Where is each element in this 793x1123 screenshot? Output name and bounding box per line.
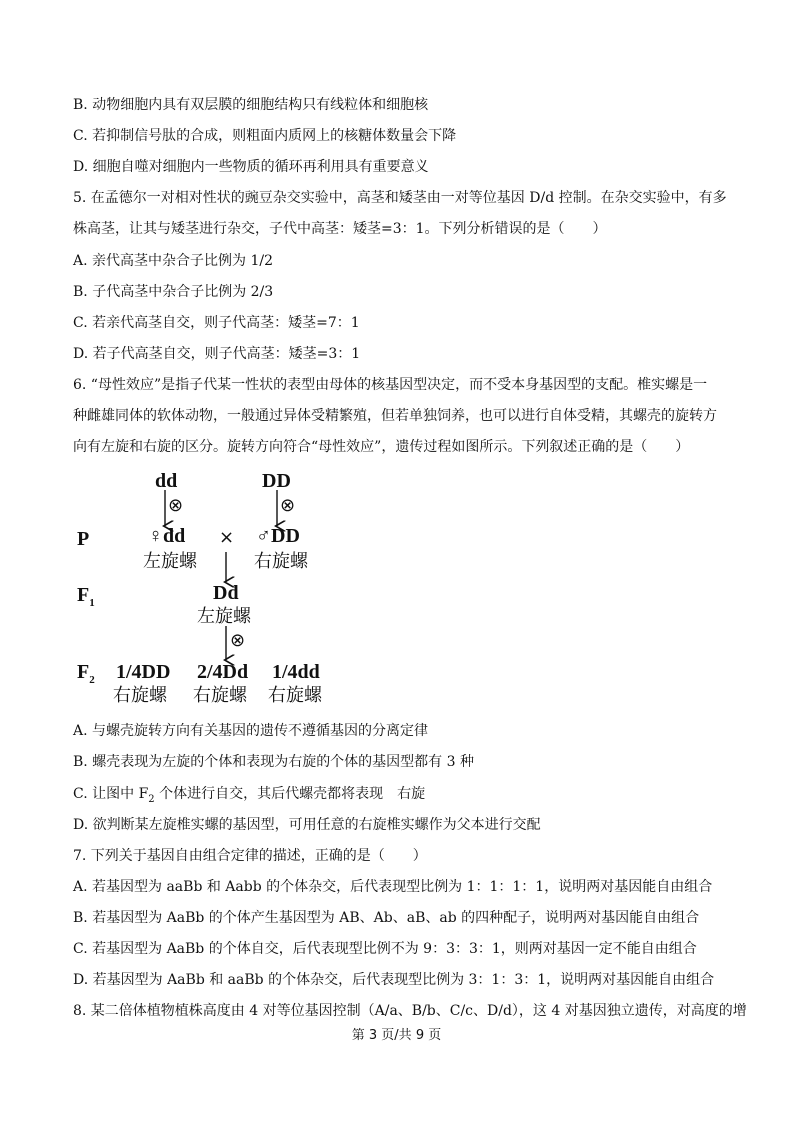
question-6-line-3: 向有左旋和右旋的区分。旋转方向符合“母性效应”，遗传过程如图所示。下列叙述正确的是（ ） (73, 439, 690, 455)
f1-phenotype: 左旋螺 (197, 606, 251, 627)
f2-genotype-dd-recessive: 1/4dd (272, 661, 320, 683)
q6-option-d: D. 欲判断某左旋椎实螺的基因型，可用任意的右旋椎实螺作为父本进行交配 (73, 817, 541, 833)
self-cross-symbol: ⊗ (230, 630, 246, 651)
question-8-line: 8. 某二倍体植物植株高度由 4 对等位基因控制（A/a、B/b、C/c、D/d），这 4 对基因独立遗传，对高度的增 (73, 1003, 747, 1019)
question-5-line-2: 株高茎，让其与矮茎进行杂交，子代中高茎：矮茎=3：1。下列分析错误的是（ ） (73, 221, 607, 237)
option-b-line: B. 动物细胞内具有双层膜的细胞结构只有线粒体和细胞核 (73, 97, 429, 113)
option-c-line: C. 若抑制信号肽的合成，则粗面内质网上的核糖体数量会下降 (73, 128, 457, 144)
self-cross-symbol: ⊗ (280, 495, 296, 516)
f2-phenotype: 右旋螺 (193, 685, 247, 706)
p-right-top-genotype: DD (262, 470, 291, 492)
inheritance-diagram (0, 460, 793, 710)
p-left-top-genotype: dd (155, 470, 178, 492)
q5-option-a: A. 亲代高茎中杂合子比例为 1/2 (73, 253, 273, 269)
generation-label-p: P (77, 528, 90, 550)
q7-option-b: B. 若基因型为 AaBb 的个体产生基因型为 AB、Ab、aB、ab 的四种配子，说明两对基因能自由组合 (73, 910, 700, 926)
f1-genotype: Dd (213, 582, 239, 604)
question-6-line-2: 种雌雄同体的软体动物，一般通过异体受精繁殖，但若单独饲养，也可以进行自体受精，其螺壳的旋转方 (73, 408, 717, 424)
q6-option-c: C. 让图中 $F_2$ 个体进行自交，其后代螺壳都将表现 右旋 (73, 786, 426, 805)
q5-option-d: D. 若子代高茎自交，则子代高茎：矮茎=3：1 (73, 346, 361, 362)
f2-genotype-dd-dominant: 1/4DD (116, 661, 171, 683)
self-cross-symbol: ⊗ (168, 495, 184, 516)
f2-phenotype: 右旋螺 (113, 685, 167, 706)
q5-option-b: B. 子代高茎中杂合子比例为 2/3 (73, 284, 274, 300)
q7-option-d: D. 若基因型为 AaBb 和 aaBb 的个体杂交，后代表现型比例为 3：1：3：1，说明两对基因能自由组合 (73, 972, 715, 988)
q5-option-c: C. 若亲代高茎自交，则子代高茎：矮茎=7：1 (73, 315, 360, 331)
q6-option-a: A. 与螺壳旋转方向有关基因的遗传不遵循基因的分离定律 (73, 723, 429, 739)
generation-label-f2: $F_2$ (77, 661, 95, 686)
p-male-phenotype: 右旋螺 (254, 551, 308, 572)
question-6-line-1: 6. “母性效应”是指子代某一性状的表型由母体的核基因型决定，而不受本身基因型的支配。椎实螺是一 (73, 377, 708, 393)
page-footer: 第 3 页/共 9 页 (351, 1028, 442, 1043)
p-female-phenotype: 左旋螺 (143, 551, 197, 572)
p-male-genotype: ♂DD (256, 525, 300, 547)
f2-genotype-heterozygous: 2/4Dd (197, 661, 249, 683)
q7-option-a: A. 若基因型为 aaBb 和 Aabb 的个体杂交，后代表现型比例为 1：1：1：1，说明两对基因能自由组合 (73, 879, 713, 895)
p-female-genotype: ♀dd (148, 525, 186, 547)
f2-phenotype: 右旋螺 (268, 685, 322, 706)
q6-option-b: B. 螺壳表现为左旋的个体和表现为右旋的个体的基因型都有 3 种 (73, 754, 474, 770)
option-d-line: D. 细胞自噬对细胞内一些物质的循环再利用具有重要意义 (73, 159, 429, 175)
question-5-line-1: 5. 在孟德尔一对相对性状的豌豆杂交实验中，高茎和矮茎由一对等位基因 D/d 控制。在杂交实验中，有多 (73, 190, 727, 206)
q7-option-c: C. 若基因型为 AaBb 的个体自交，后代表现型比例不为 9：3：3：1，则两对基因一定不能自由组合 (73, 941, 697, 957)
generation-label-f1: $F_1$ (77, 584, 95, 609)
cross-symbol: × (219, 527, 235, 548)
question-7-line: 7. 下列关于基因自由组合定律的描述，正确的是（ ） (73, 848, 427, 864)
